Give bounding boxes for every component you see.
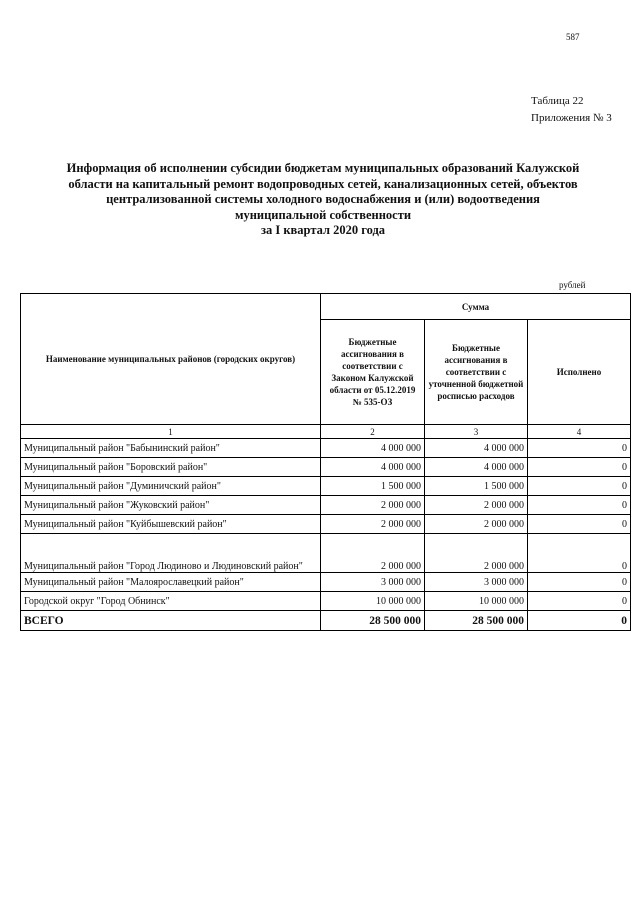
total-executed: 0 — [528, 611, 631, 631]
column-number: 1 — [21, 425, 321, 439]
budget-law-value: 2 000 000 — [321, 515, 425, 534]
units-label: рублей — [559, 280, 586, 290]
total-label: ВСЕГО — [21, 611, 321, 631]
title-period: за I квартал 2020 года — [260, 223, 386, 237]
appendix-label: Приложения № 3 — [531, 112, 612, 124]
column-number: 2 — [321, 425, 425, 439]
table-row — [21, 592, 631, 611]
district-name: Муниципальный район "Город Людиново и Людиновский район" — [21, 534, 321, 573]
title-line: Информация об исполнении субсидии бюджетам муниципальных образований Калужской — [66, 161, 580, 175]
subsidy-table — [20, 293, 631, 631]
table-row — [21, 477, 631, 496]
header-executed: Исполнено — [528, 320, 631, 425]
budget-refined-value: 4 000 000 — [425, 439, 528, 458]
total-budget-refined: 28 500 000 — [425, 611, 528, 631]
budget-refined-value: 2 000 000 — [425, 496, 528, 515]
page-number: 587 — [566, 32, 580, 42]
district-name: Муниципальный район "Жуковский район" — [21, 496, 321, 515]
budget-law-value: 4 000 000 — [321, 439, 425, 458]
column-number: 4 — [528, 425, 631, 439]
executed-value: 0 — [528, 496, 631, 515]
executed-value: 0 — [528, 439, 631, 458]
executed-value: 0 — [528, 534, 631, 573]
table-reference — [531, 93, 612, 127]
table-row — [21, 573, 631, 592]
total-row — [21, 611, 631, 631]
budget-refined-value: 2 000 000 — [425, 515, 528, 534]
header-budget-refined: Бюджетные ассигнования в соответствии с уточненной бюджетной росписью расходов — [425, 320, 528, 425]
executed-value: 0 — [528, 515, 631, 534]
title-line: централизованной системы холодного водоснабжения и (или) водоотведения — [106, 192, 540, 206]
table-row — [21, 439, 631, 458]
budget-refined-value: 1 500 000 — [425, 477, 528, 496]
document-title — [40, 161, 606, 239]
executed-value: 0 — [528, 573, 631, 592]
table-row — [21, 458, 631, 477]
executed-value: 0 — [528, 592, 631, 611]
header-sum: Сумма — [321, 294, 631, 320]
budget-refined-value: 3 000 000 — [425, 573, 528, 592]
executed-value: 0 — [528, 458, 631, 477]
district-name: Муниципальный район "Куйбышевский район" — [21, 515, 321, 534]
budget-refined-value: 2 000 000 — [425, 534, 528, 573]
header-name: Наименование муниципальных районов (городских округов) — [21, 294, 321, 425]
budget-law-value: 4 000 000 — [321, 458, 425, 477]
budget-refined-value: 10 000 000 — [425, 592, 528, 611]
budget-law-value: 3 000 000 — [321, 573, 425, 592]
header-budget-law: Бюджетные ассигнования в соответствии с Законом Калужской области от 05.12.2019 № 535-ОЗ — [321, 320, 425, 425]
district-name: Муниципальный район "Думиничский район" — [21, 477, 321, 496]
budget-law-value: 2 000 000 — [321, 534, 425, 573]
budget-law-value: 1 500 000 — [321, 477, 425, 496]
column-numbers-row — [21, 425, 631, 439]
title-line: муниципальной собственности — [234, 207, 412, 222]
district-name: Городской округ "Город Обнинск" — [21, 592, 321, 611]
title-line: области на капитальный ремонт водопроводных сетей, канализационных сетей, объектов — [68, 176, 578, 191]
district-name: Муниципальный район "Бабынинский район" — [21, 439, 321, 458]
table-row — [21, 534, 631, 573]
table-row — [21, 496, 631, 515]
table-row — [21, 515, 631, 534]
budget-refined-value: 4 000 000 — [425, 458, 528, 477]
budget-law-value: 2 000 000 — [321, 496, 425, 515]
table-label: Таблица 22 — [531, 95, 584, 107]
total-budget-law: 28 500 000 — [321, 611, 425, 631]
executed-value: 0 — [528, 477, 631, 496]
district-name: Муниципальный район "Малоярославецкий район" — [21, 573, 321, 592]
district-name: Муниципальный район "Боровский район" — [21, 458, 321, 477]
budget-law-value: 10 000 000 — [321, 592, 425, 611]
column-number: 3 — [425, 425, 528, 439]
